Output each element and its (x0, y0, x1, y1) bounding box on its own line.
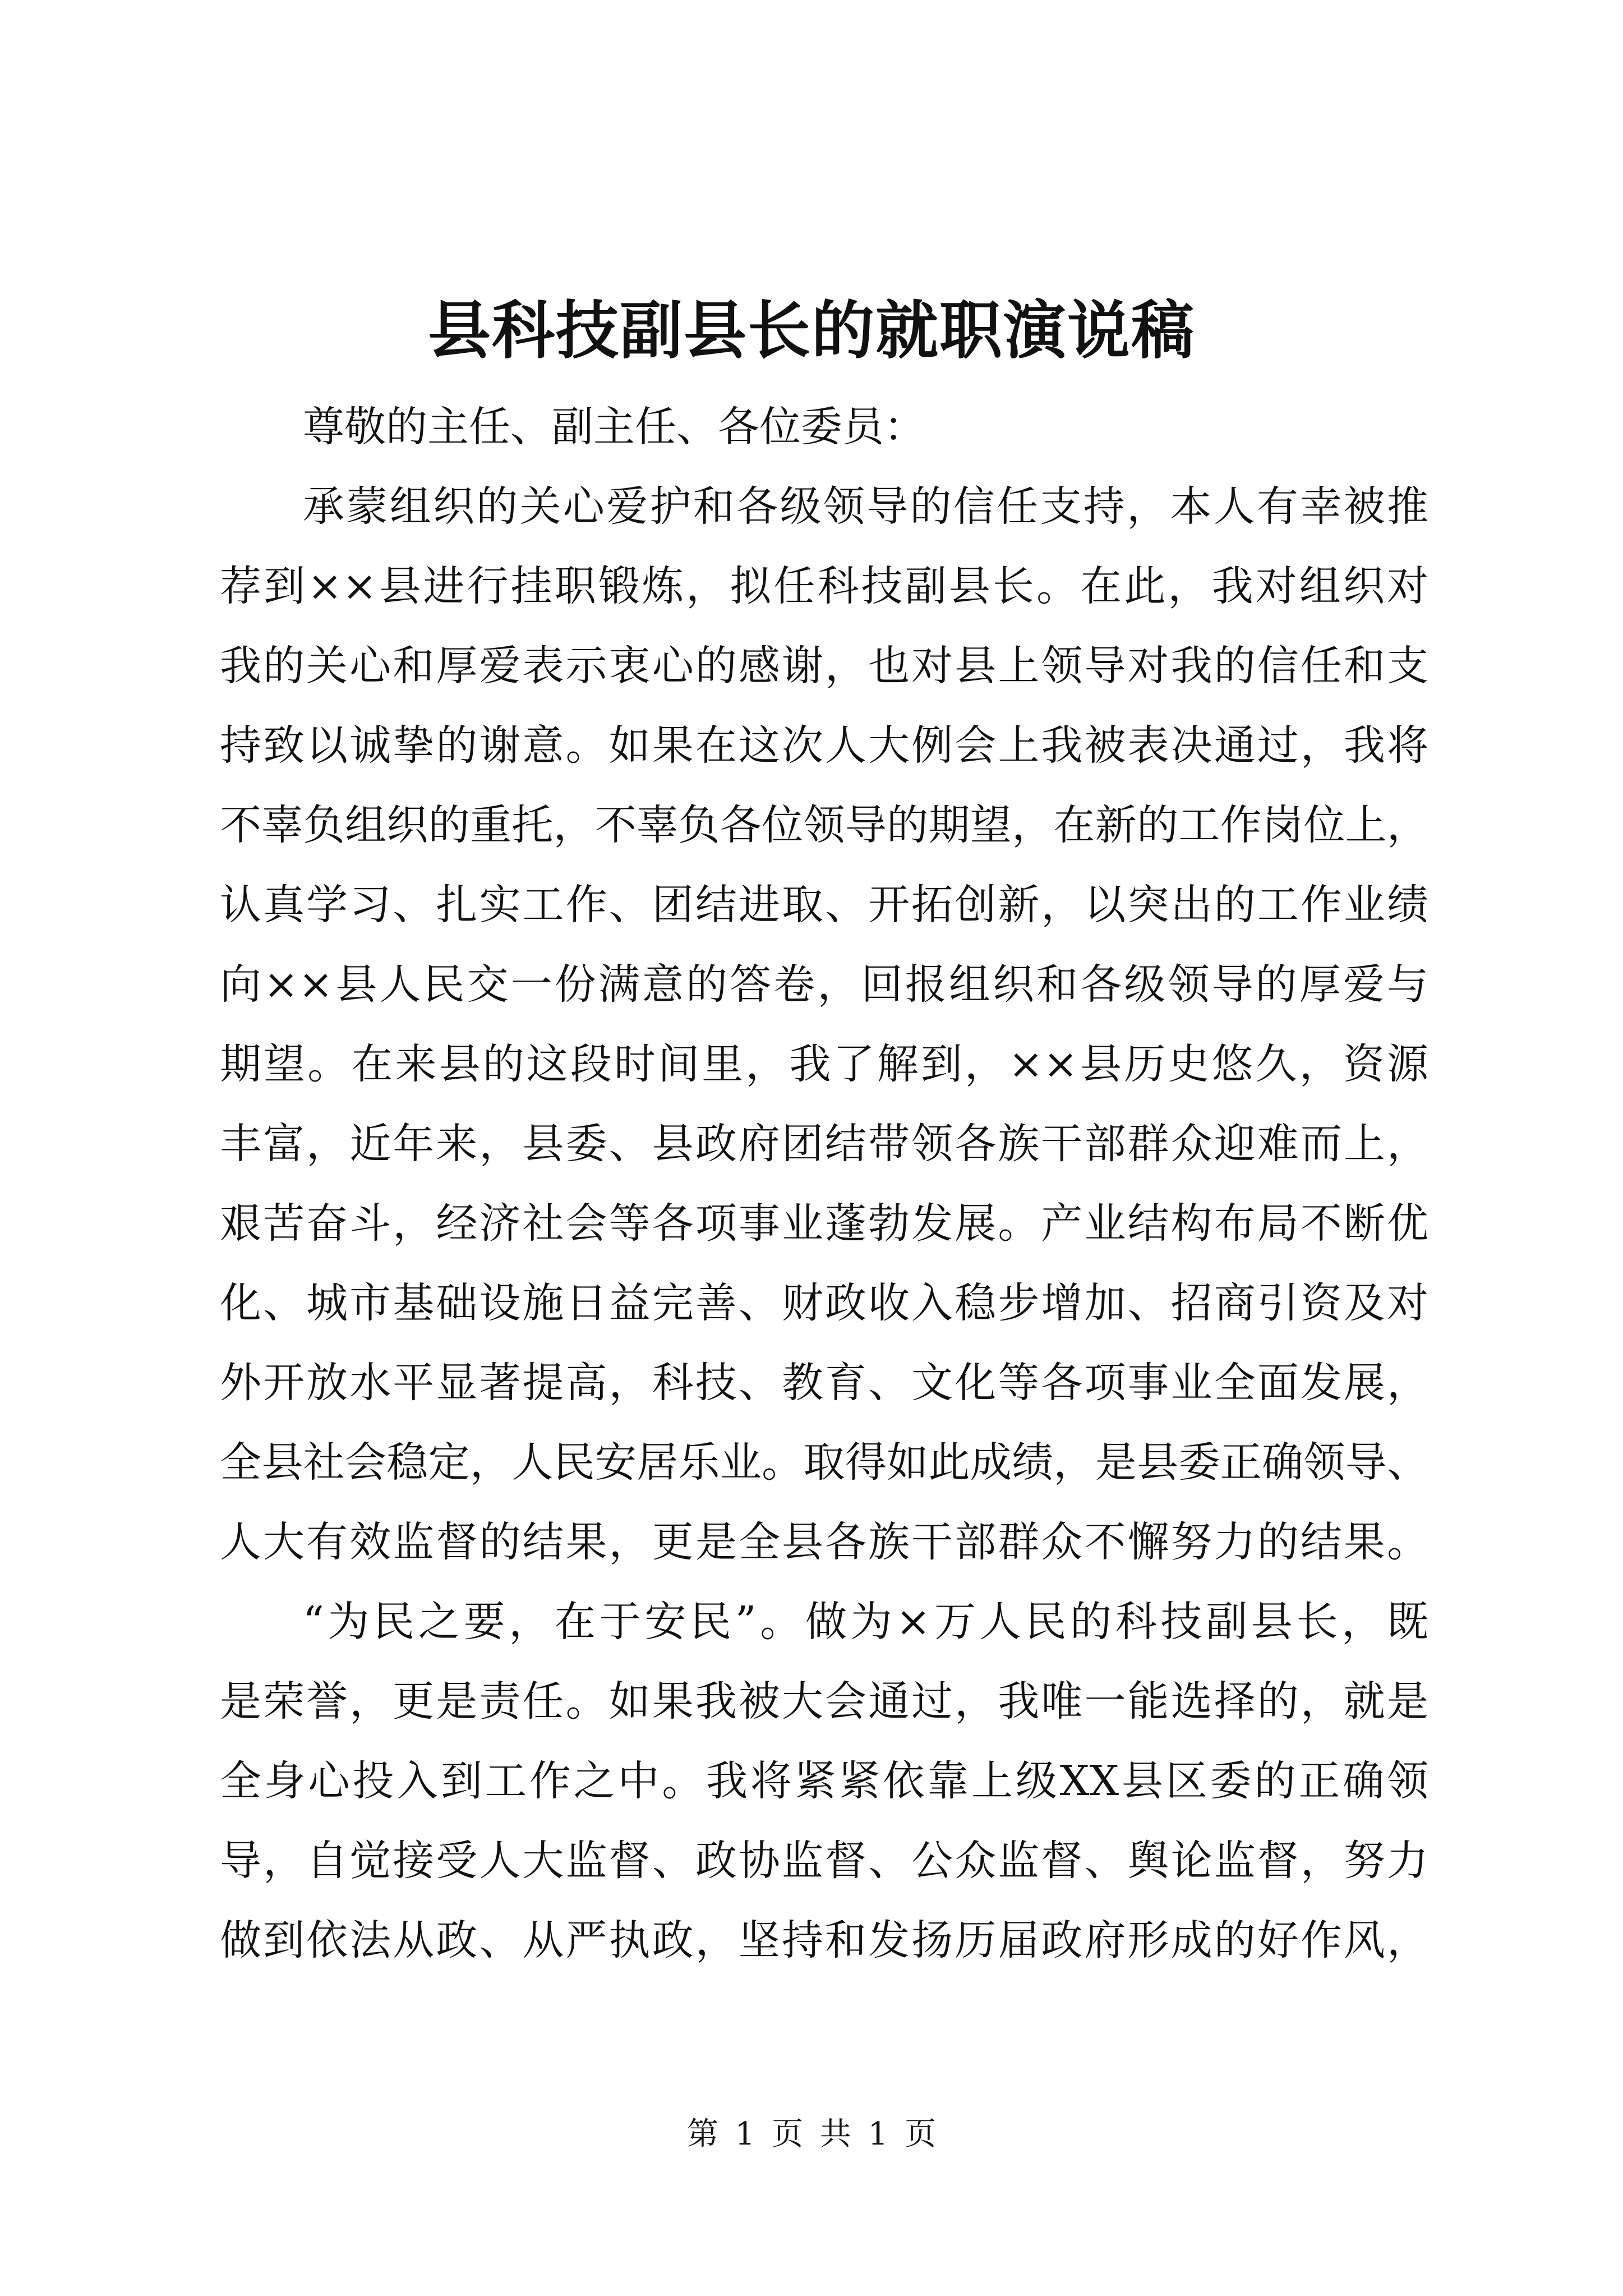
document-body (220, 387, 1428, 1980)
body-line: 尊敬的主任、副主任、各位委员： (303, 403, 925, 451)
body-line: 持致以诚挚的谢意。如果在这次人大例会上我被表决通过，我将 (220, 721, 1428, 770)
body-line: 是荣誉，更是责任。如果我被大会通过，我唯一能选择的，就是 (220, 1677, 1428, 1726)
body-line: 承蒙组织的关心爱护和各级领导的信任支持，本人有幸被推 (303, 482, 1428, 531)
body-line: 做到依法从政、从严执政，坚持和发扬历届政府形成的好作风， (220, 1916, 1428, 1964)
body-line: 艰苦奋斗，经济社会等各项事业蓬勃发展。产业结构布局不断优 (220, 1199, 1428, 1248)
body-line: 全身心投入到工作之中。我将紧紧依靠上级XX县区委的正确领 (220, 1757, 1428, 1805)
body-line: 人大有效监督的结果，更是全县各族干部群众不懈努力的结果。 (220, 1518, 1428, 1566)
body-line: 认真学习、扎实工作、团结进取、开拓创新，以突出的工作业绩 (220, 881, 1428, 929)
page-footer: 第 1 页 共 1 页 (686, 2116, 937, 2152)
body-line: “为民之要，在于安民”。做为×万人民的科技副县长，既 (303, 1598, 1428, 1646)
body-line: 导，自觉接受人大监督、政协监督、公众监督、舆论监督，努力 (220, 1837, 1428, 1885)
body-line: 外开放水平显著提高，科技、教育、文化等各项事业全面发展， (220, 1359, 1428, 1407)
body-line: 不辜负组织的重托，不辜负各位领导的期望，在新的工作岗位上， (220, 801, 1428, 849)
body-line: 全县社会稳定，人民安居乐业。取得如此成绩，是县委正确领导、 (220, 1438, 1428, 1487)
document-title: 县科技副县长的就职演说稿 (428, 294, 1195, 367)
body-line: 荐到××县进行挂职锻炼，拟任科技副县长。在此，我对组织对 (220, 562, 1428, 610)
body-line: 我的关心和厚爱表示衷心的感谢，也对县上领导对我的信任和支 (220, 642, 1428, 690)
body-line: 丰富，近年来，县委、县政府团结带领各族干部群众迎难而上， (220, 1120, 1428, 1168)
body-line: 向××县人民交一份满意的答卷，回报组织和各级领导的厚爱与 (220, 960, 1428, 1009)
body-line: 化、城市基础设施日益完善、财政收入稳步增加、招商引资及对 (220, 1279, 1428, 1327)
body-line: 期望。在来县的这段时间里，我了解到，××县历史悠久，资源 (220, 1040, 1428, 1088)
